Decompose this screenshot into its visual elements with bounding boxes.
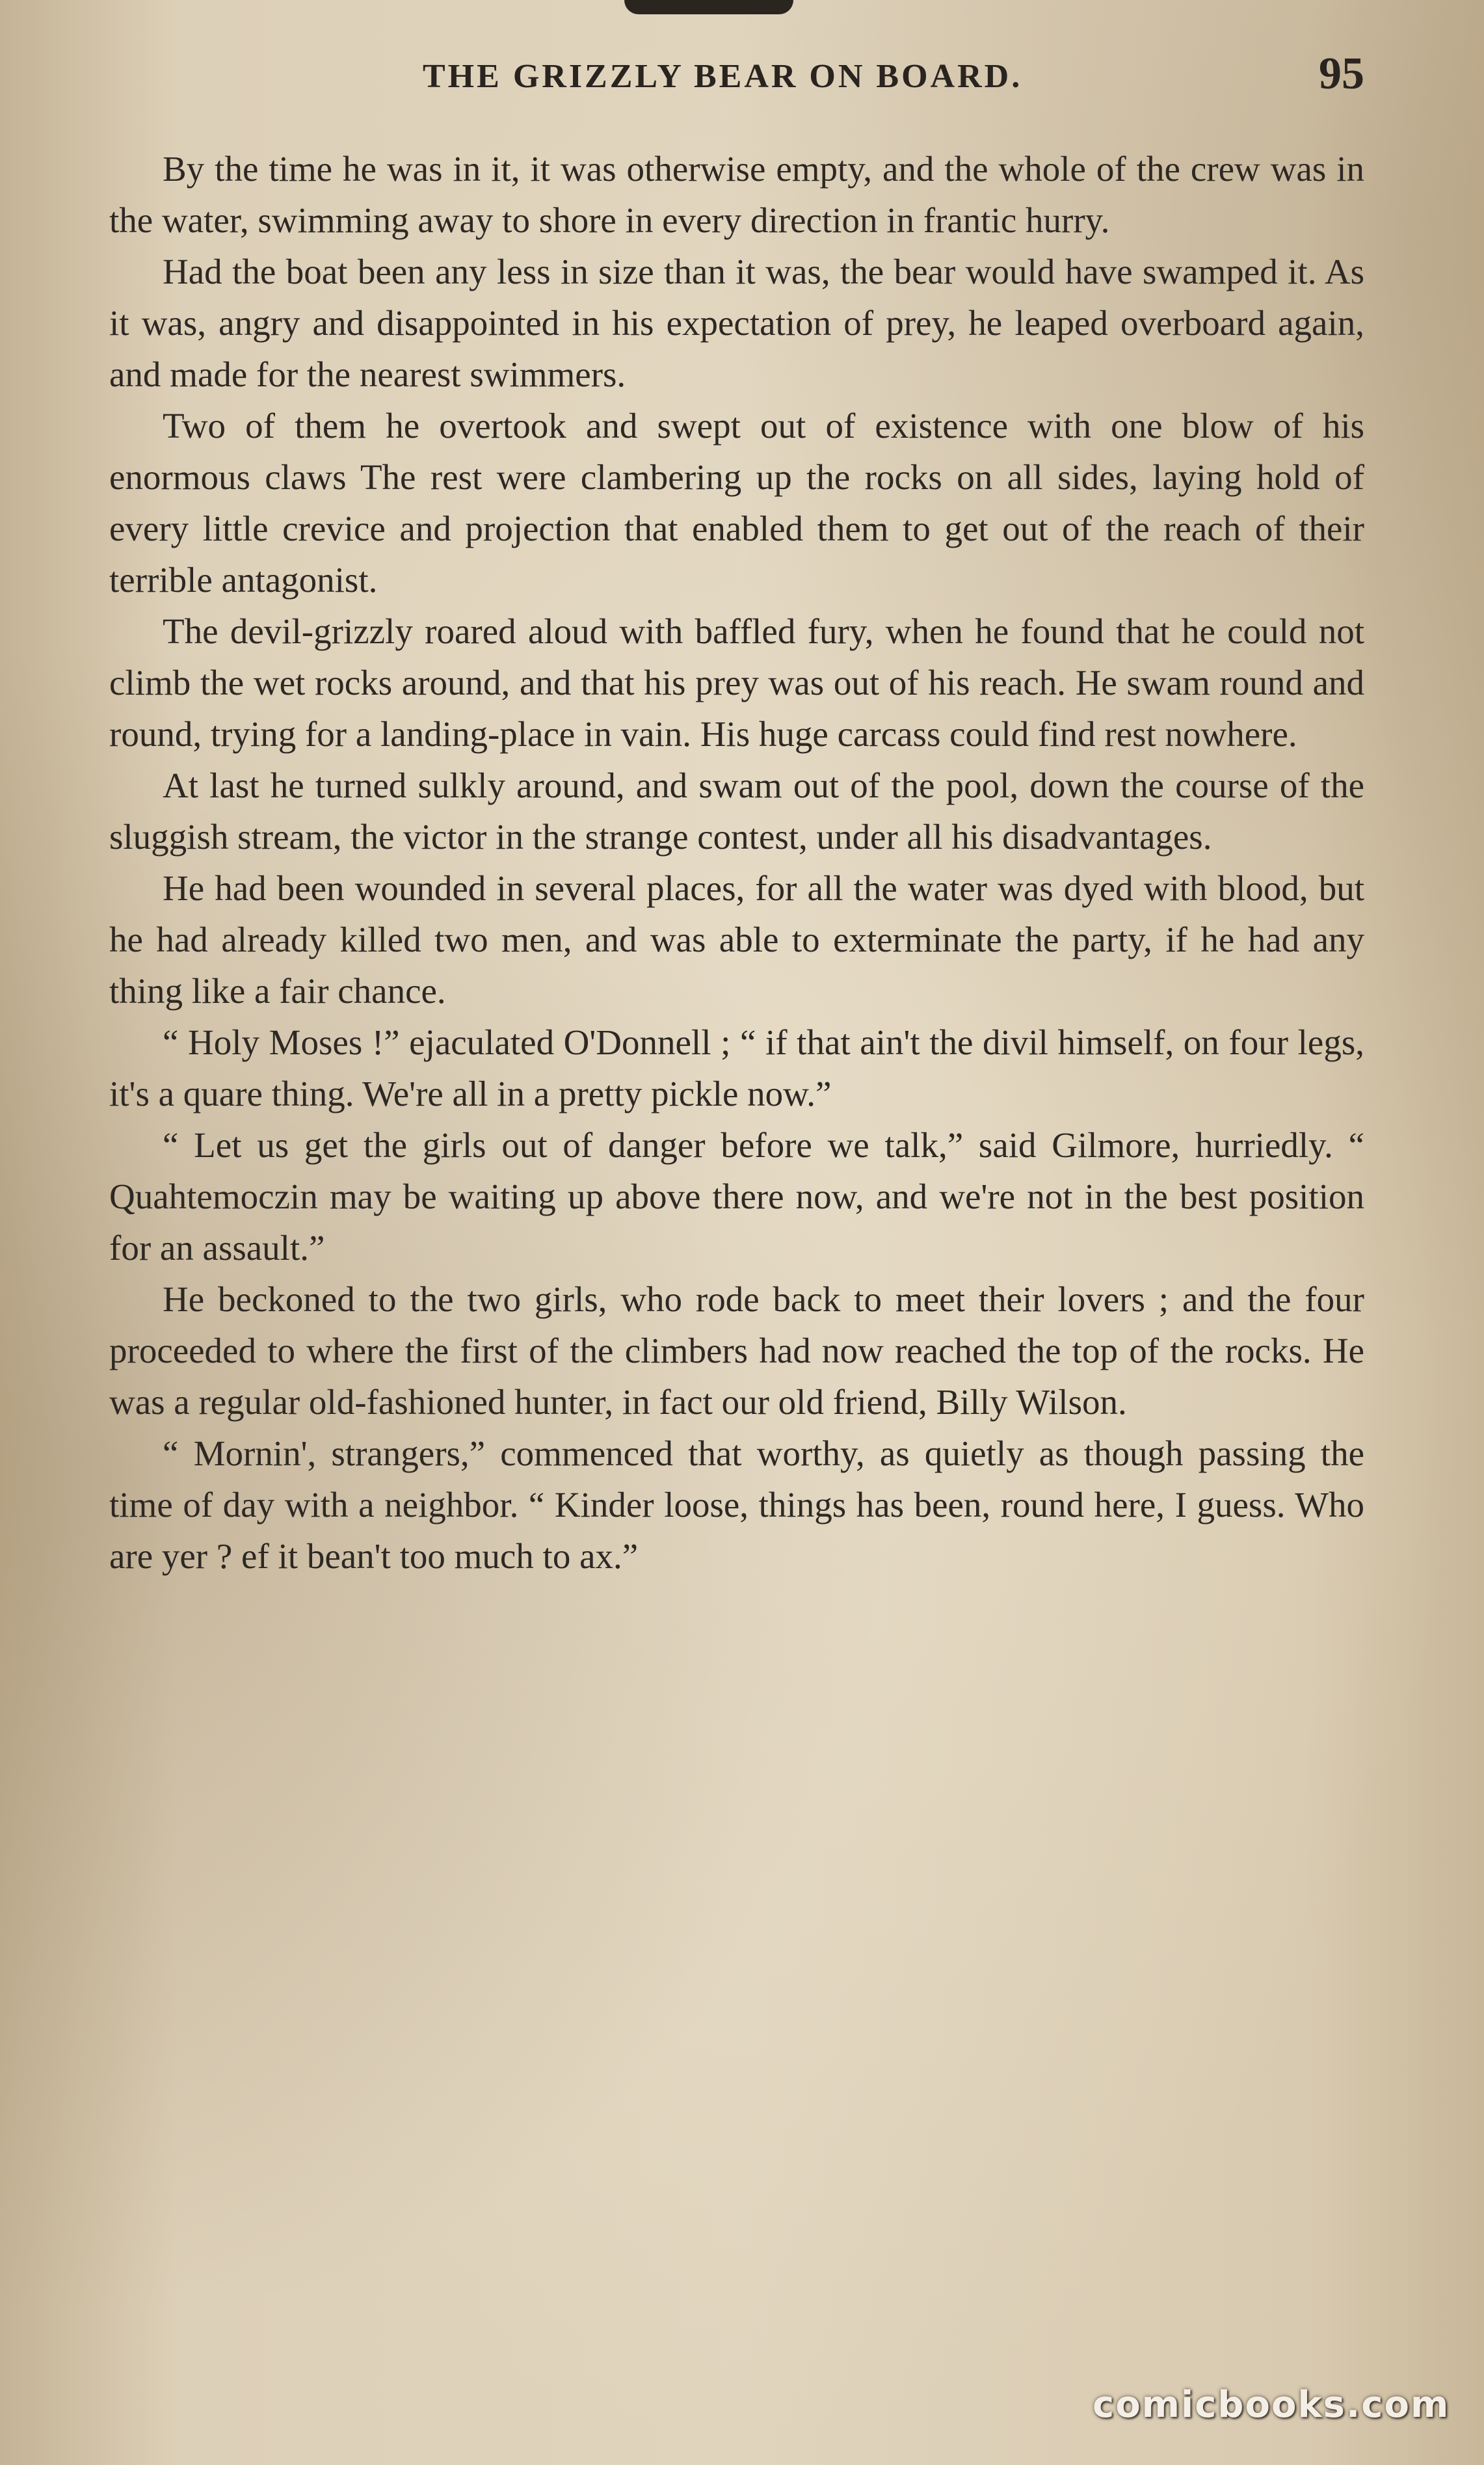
paragraph-1: By the time he was in it, it was otherwise empty, and the whole of the crew was in the water, swimming away to shore in every direction in frantic hurry.	[109, 149, 1364, 240]
paragraph-2: Had the boat been any less in size than it was, the bear would have swamped it. As it was, angry and disappointed in his expectation of prey, he leaped overboard again, and made for the nearest swimmers.	[109, 252, 1364, 394]
page-number: 95	[1319, 49, 1364, 99]
running-title: THE GRIZZLY BEAR ON BOARD.	[423, 58, 1023, 95]
page-top-shadow	[624, 0, 793, 14]
paragraph-9: He beckoned to the two girls, who rode back to meet their lovers ; and the four proceeded to where the first of the climbers had now reached the top of the rocks. He was a regular old-fashioned hunter, in fact our old friend, Billy Wilson.	[109, 1279, 1364, 1422]
paragraph-4: The devil-grizzly roared aloud with baffled fury, when he found that he could not climb the wet rocks around, and that his prey was out of his reach. He swam round and round, trying for a landing-place in vain. His huge carcass could find rest nowhere.	[109, 611, 1364, 754]
paragraph-6: He had been wounded in several places, for all the water was dyed with blood, but he had already killed two men, and was able to exterminate the party, if he had any thing like a fair chance.	[109, 868, 1364, 1011]
watermark: comicbooks.com	[1093, 2384, 1450, 2426]
body-text	[109, 143, 1364, 1582]
paragraph-5: At last he turned sulkly around, and swam out of the pool, down the course of the sluggish stream, the victor in the strange contest, under all his disadvantages.	[109, 766, 1364, 857]
paragraph-10: “ Mornin', strangers,” commenced that worthy, as quietly as though passing the time of day with a neighbor. “ Kinder loose, things has been, round here, I guess. Who are yer ? ef it bean't too much to ax.”	[109, 1433, 1364, 1576]
paragraph-3: Two of them he overtook and swept out of existence with one blow of his enormous claws The rest were clambering up the rocks on all sides, laying hold of every little crevice and projection that enabled them to get out of the reach of their terrible antagonist.	[109, 406, 1364, 600]
paragraph-8: “ Let us get the girls out of danger before we talk,” said Gilmore, hurriedly. “ Quahtemoczin may be waiting up above there now, and we're not in the best position for an assault.”	[109, 1125, 1364, 1268]
page-header	[0, 39, 1484, 111]
paragraph-7: “ Holy Moses !” ejaculated O'Donnell ; “ if that ain't the divil himself, on four legs, it's a quare thing. We're all in a pretty pickle now.”	[109, 1022, 1364, 1113]
